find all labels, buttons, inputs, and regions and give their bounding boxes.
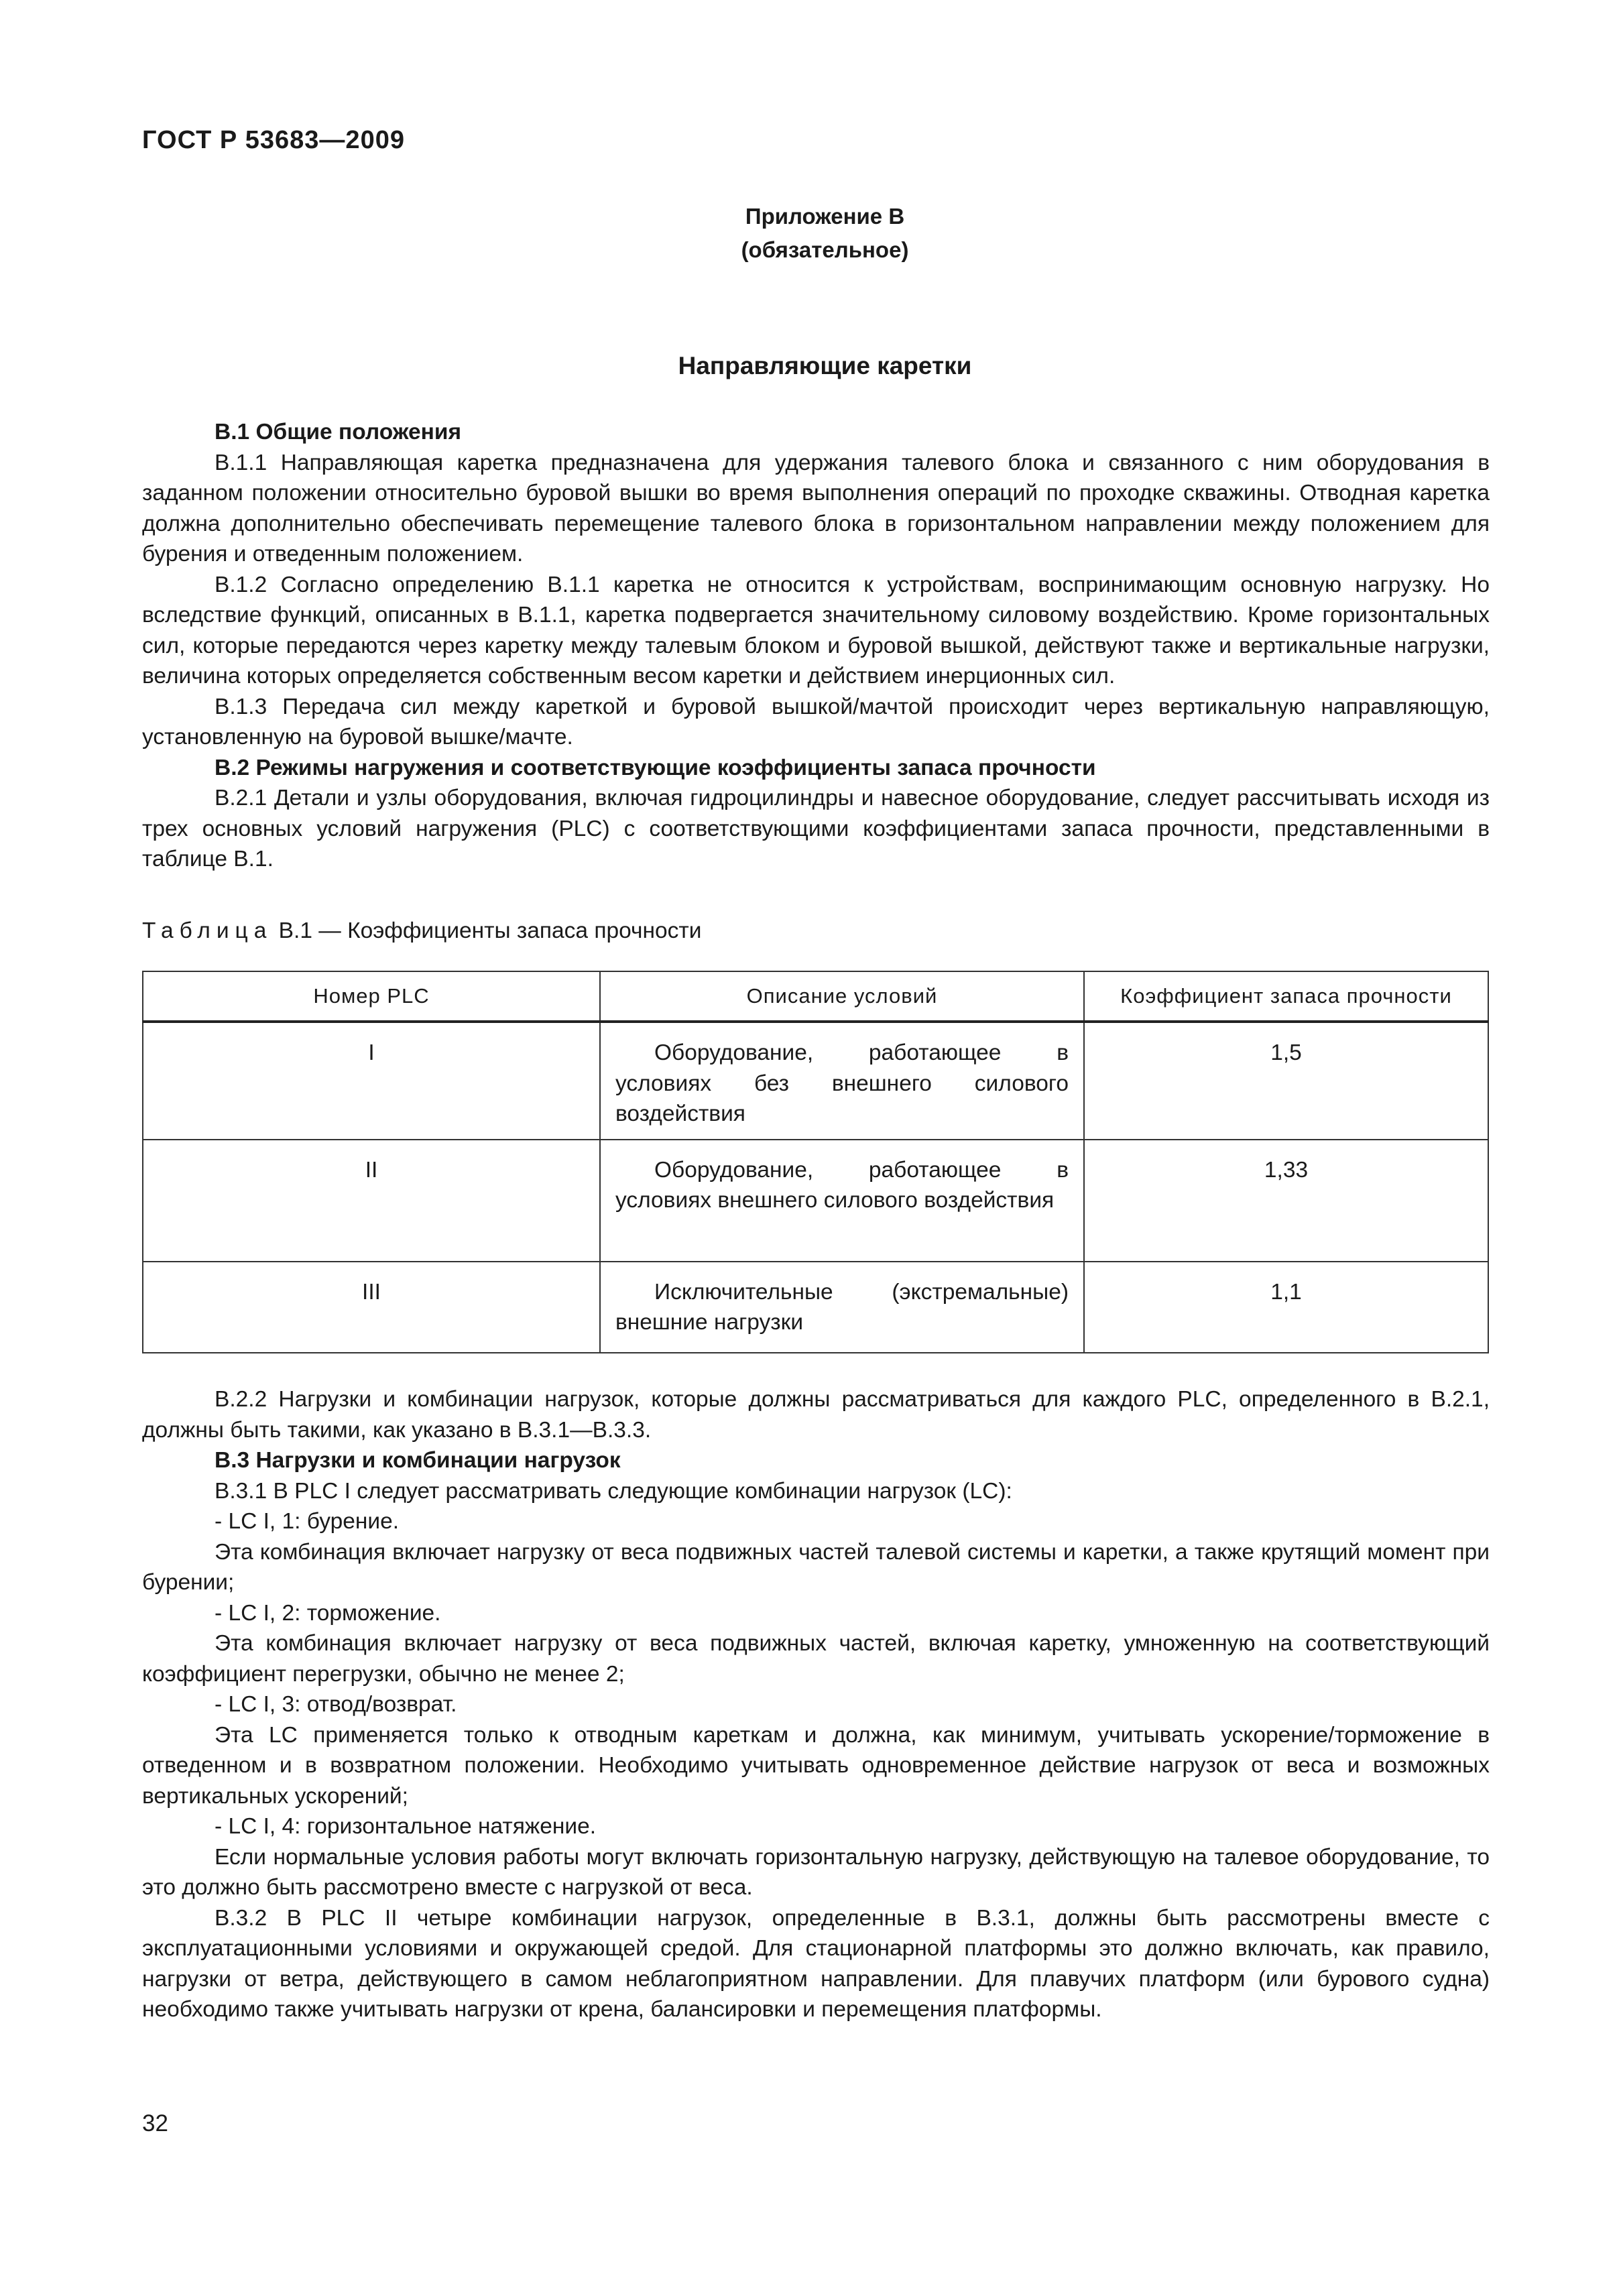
appendix-label: Приложение В: [745, 204, 905, 229]
table-caption: [142, 918, 701, 944]
content-block-1: [142, 417, 1490, 875]
content-block-2: [142, 1384, 1490, 2025]
cell-plc: III: [143, 1262, 600, 1353]
appendix-heading: [0, 200, 1623, 267]
cell-plc: II: [143, 1140, 600, 1262]
appendix-title: Направляющие каретки: [678, 352, 972, 379]
table-header-row: [143, 971, 1488, 1022]
section-heading-b1: В.1 Общие положения: [215, 420, 462, 444]
list-item-lc3: - LC I, 3: отвод/возврат.: [215, 1692, 457, 1717]
cell-description: [600, 1022, 1084, 1140]
safety-factor-table: [142, 971, 1489, 1353]
paragraph-lc1-desc: Эта комбинация включает нагрузку от веса подвижных частей талевой системы и каретки, а также крутящий момент при бурении;: [142, 1539, 1490, 1595]
paragraph-b1-2: В.1.2 Согласно определению В.1.1 каретка не относится к устройствам, воспринимающим основную нагрузку. Но вследствие функций, описанных в В.1.1, каретка подвергается значительному силовому воздействию. Кроме горизонтальных сил, которые передаются через каретку между талевым блоком и буровой вышкой, действуют также и вертикальные нагрузки, величина которых определяется собственным весом каретки и действием инерционных сил.: [142, 572, 1490, 688]
document-code: ГОСТ Р 53683—2009: [142, 126, 405, 154]
cell-description: [600, 1262, 1084, 1353]
cell-factor: 1,1: [1084, 1262, 1488, 1353]
table-row: [143, 1140, 1488, 1262]
description-text: Исключительные (экстремальные) внешние нагрузки: [615, 1279, 1069, 1335]
list-item-lc4: - LC I, 4: горизонтальное натяжение.: [215, 1814, 597, 1839]
table-row: [143, 1262, 1488, 1353]
table-caption-prefix: Таблица: [142, 918, 273, 943]
description-text: Оборудование, работающее в условиях внешнего силового воздействия: [615, 1157, 1069, 1213]
paragraph-b1-3: В.1.3 Передача сил между кареткой и буровой вышкой/мачтой происходит через вертикальную направляющую, установленную на буровой вышке/мачте.: [142, 694, 1490, 749]
section-heading-b3: В.3 Нагрузки и комбинации нагрузок: [215, 1448, 621, 1473]
page-number: 32: [142, 2110, 168, 2136]
paragraph-lc4-desc: Если нормальные условия работы могут включать горизонтальную нагрузку, действующую на талевое оборудование, то это должно быть рассмотрено вместе с нагрузкой от веса.: [142, 1844, 1490, 1900]
section-heading-b2: В.2 Режимы нагружения и соответствующие коэффициенты запаса прочности: [215, 755, 1096, 780]
paragraph-b2-2: В.2.2 Нагрузки и комбинации нагрузок, которые должны рассматриваться для каждого PLC, определенного в В.2.1, должны быть такими, как указано в В.3.1—В.3.3.: [142, 1387, 1490, 1443]
paragraph-b1-1: В.1.1 Направляющая каретка предназначена для удержания талевого блока и связанного с ним оборудования в заданном положении относительно буровой вышки во время выполнения операций по проходке скважины. Отводная каретка должна дополнительно обеспечивать перемещение талевого блока в горизонтальном направлении между положением для бурения и отведенным положением.: [142, 450, 1490, 566]
header-conditions: Описание условий: [600, 971, 1084, 1022]
paragraph-lc2-desc: Эта комбинация включает нагрузку от веса подвижных частей, включая каретку, умноженную на соответствующий коэффициент перегрузки, обычно не менее 2;: [142, 1631, 1490, 1687]
cell-factor: 1,33: [1084, 1140, 1488, 1262]
list-item-lc1: - LC I, 1: бурение.: [215, 1509, 400, 1534]
table-row: [143, 1022, 1488, 1140]
cell-factor: 1,5: [1084, 1022, 1488, 1140]
cell-description: [600, 1140, 1084, 1262]
description-text: Оборудование, работающее в условиях без внешнего силового воздействия: [615, 1040, 1069, 1126]
paragraph-b3-1: В.3.1 В PLC I следует рассматривать следующие комбинации нагрузок (LC):: [215, 1478, 1012, 1504]
list-item-lc2: - LC I, 2: торможение.: [215, 1600, 441, 1626]
header-plc-number: Номер PLC: [143, 971, 600, 1022]
header-safety-factor: Коэффициент запаса прочности: [1084, 971, 1488, 1022]
appendix-status: (обязательное): [741, 237, 909, 262]
paragraph-b2-1: В.2.1 Детали и узлы оборудования, включая гидроцилиндры и навесное оборудование, следует рассчитывать исходя из трех основных условий нагружения (PLC) с соответствующими коэффициентами запаса прочности, представленными в таблице В.1.: [142, 786, 1490, 871]
paragraph-lc3-desc: Эта LC применяется только к отводным кареткам и должна, как минимум, учитывать ускорение/торможение в отведенном и в возвратном положении. Необходимо учитывать одновременное действие нагрузок от веса и возможных вертикальных ускорений;: [142, 1722, 1490, 1809]
table-caption-text: В.1 — Коэффициенты запаса прочности: [272, 918, 702, 943]
paragraph-b3-2: В.3.2 В PLC II четыре комбинации нагрузок, определенные в В.3.1, должны быть рассмотрены вместе с эксплуатационными условиями и окружающей средой. Для стационарной платформы это должно включать, как правило, нагрузки от ветра, действующего в самом неблагоприятном направлении. Для плавучих платформ (или бурового судна) необходимо также учитывать нагрузки от крена, балансировки и перемещения платформы.: [142, 1905, 1490, 2022]
cell-plc: I: [143, 1022, 600, 1140]
